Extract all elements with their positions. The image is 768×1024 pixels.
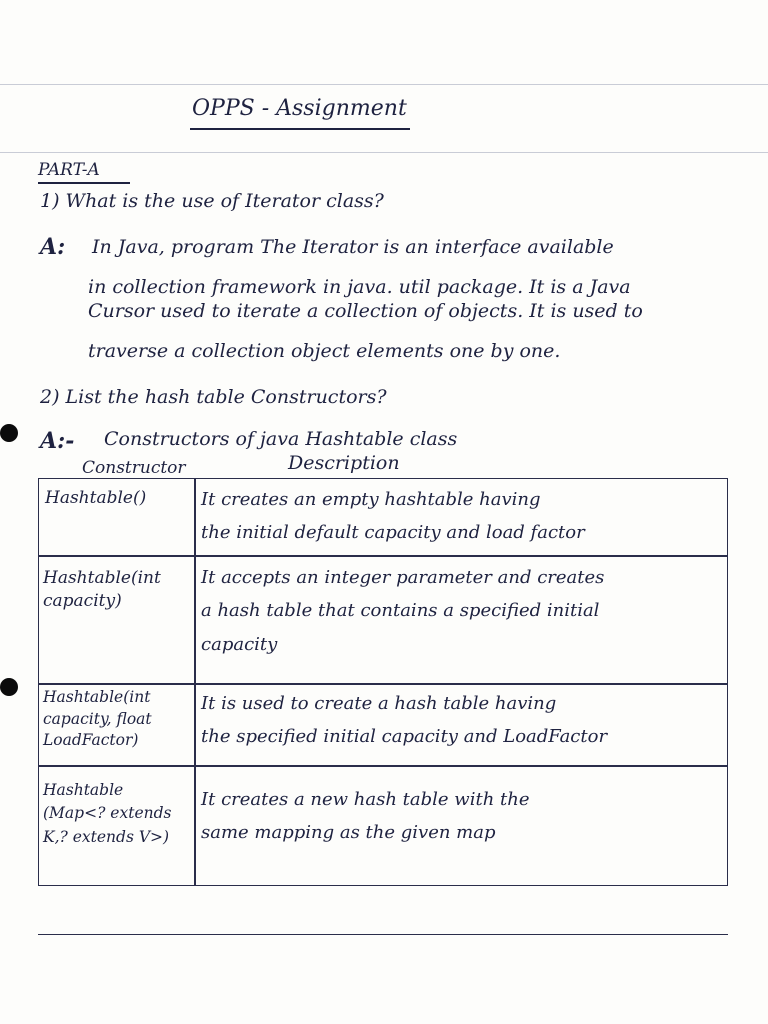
answer-1-marker: A:: [40, 234, 66, 260]
table-row-divider-2: [39, 683, 727, 685]
answer-2-marker: A:-: [40, 428, 75, 454]
binder-hole-top: [0, 424, 18, 442]
table-row-divider-1: [39, 555, 727, 557]
table-row-3-constructor: Hashtable(int capacity, float LoadFactor): [43, 688, 152, 750]
table-row-2-constructor: Hashtable(int capacity): [43, 568, 161, 611]
table-row-1-description: It creates an empty hashtable having the initial default capacity and load factor: [201, 489, 585, 544]
table-row-divider-3: [39, 765, 727, 767]
page-top-rule: [0, 84, 768, 85]
table-row-1-constructor: Hashtable(): [45, 488, 147, 508]
answer-1-line-4: traverse a collection object elements one by one.: [88, 340, 561, 362]
binder-hole-bottom: [0, 678, 18, 696]
question-1: 1) What is the use of Iterator class?: [40, 190, 384, 212]
table-header-constructor: Constructor: [82, 458, 186, 478]
table-row-4-description: It creates a new hash table with the same mapping as the given map: [201, 789, 530, 844]
page-bottom-rule: [38, 934, 728, 935]
title-underline: [190, 128, 410, 130]
constructors-table: [38, 478, 728, 886]
answer-1-line-2: in collection framework in java. util package. It is a Java: [88, 276, 631, 298]
table-row-3-description: It is used to create a hash table having the specified initial capacity and LoadFactor: [201, 693, 608, 748]
answer-1-line-3: Cursor used to iterate a collection of objects. It is used to: [88, 300, 643, 322]
answer-1-line-1: In Java, program The Iterator is an interface available: [92, 236, 614, 258]
question-2: 2) List the hash table Constructors?: [40, 386, 387, 408]
table-row-2-description: It accepts an integer parameter and creates a hash table that contains a specified initial capacity: [201, 567, 605, 655]
answer-2-intro: Constructors of java Hashtable class: [104, 428, 458, 450]
part-heading: PART-A: [38, 160, 100, 180]
table-header-description: Description: [288, 452, 400, 474]
table-row-4-constructor: Hashtable (Map<? extends K,? extends V>): [43, 781, 172, 846]
page-header-rule: [0, 152, 768, 153]
page-title: OPPS - Assignment: [192, 96, 407, 121]
part-underline: [38, 182, 130, 184]
table-column-divider: [194, 479, 196, 885]
